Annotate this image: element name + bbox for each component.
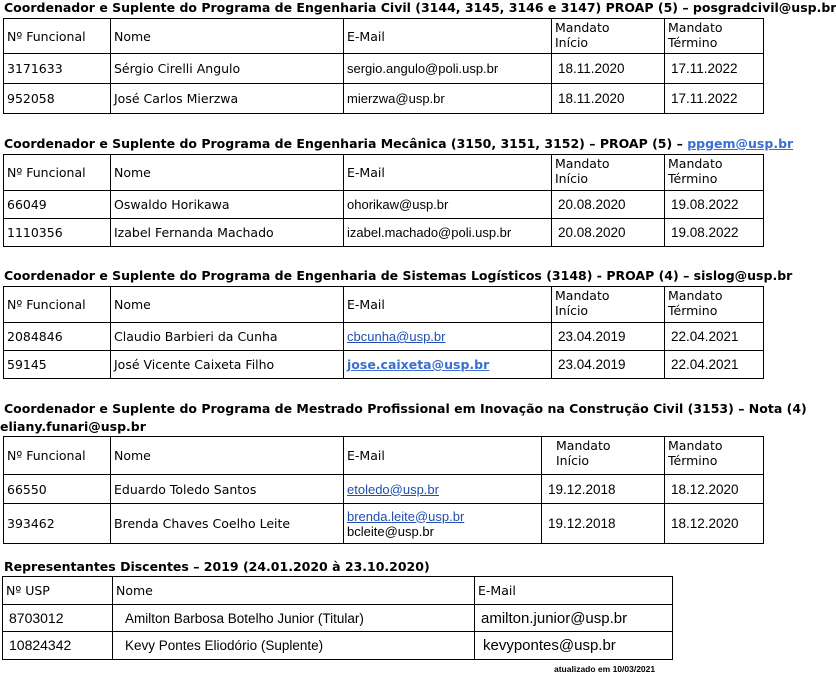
section-title-mecanica [4,136,793,151]
header-funcional: Nº Funcional [4,19,111,54]
cell-nome: Izabel Fernanda Machado [111,219,344,247]
table-inovacao [3,436,764,544]
table-row [4,351,764,379]
table-row [4,475,764,504]
table-discentes [2,576,673,660]
header-funcional: Nº Funcional [4,155,111,191]
email-link[interactable]: etoledo@usp.br [347,481,439,497]
section-title-inovacao [0,400,807,436]
table-row [4,323,764,351]
cell-id: 393462 [4,504,111,544]
cell-inicio: 19.12.2018 [542,475,665,504]
header-email: E-Mail [344,287,552,323]
cell-nome: José Vicente Caixeta Filho [111,351,344,379]
cell-termino: 18.12.2020 [665,475,764,504]
section-title-logisticos: Coordenador e Suplente do Programa de Engenharia de Sistemas Logísticos (3148) - PROAP (4) – sislog@usp.br [4,268,793,283]
cell-id: 3171633 [4,54,111,84]
cell-id: 8703012 [3,605,113,632]
cell-inicio: 19.12.2018 [542,504,665,544]
header-funcional: Nº Funcional [4,437,111,475]
cell-email: sergio.angulo@poli.usp.br [344,54,552,84]
header-nome: Nome [111,19,344,54]
table-header-row [4,437,764,475]
section-title-line2: eliany.funari@usp.br [0,419,146,434]
cell-termino: 19.08.2022 [665,219,764,247]
table-header-row [3,577,673,605]
header-mandato-inicio: Mandato Início [542,437,665,475]
cell-email: ohorikaw@usp.br [344,191,552,219]
ppgem-email-link[interactable]: ppgem@usp.br [687,136,794,151]
cell-email: kevypontes@usp.br [475,632,673,660]
table-row [4,219,764,247]
email-link[interactable]: brenda.leite@usp.br [347,508,465,524]
cell-inicio: 18.11.2020 [552,84,665,114]
cell-email: amilton.junior@usp.br [475,605,673,632]
cell-nome: Kevy Pontes Eliodório (Suplente) [113,632,475,660]
cell-email: mierzwa@usp.br [344,84,552,114]
header-nome: Nome [113,577,475,605]
cell-inicio: 23.04.2019 [552,323,665,351]
header-mandato-inicio: Mandato Início [552,287,665,323]
cell-id: 66049 [4,191,111,219]
table-header-row [4,155,764,191]
cell-email [344,504,542,544]
table-civil [3,18,764,114]
email-link[interactable]: cbcunha@usp.br [347,329,446,344]
cell-nome: Amilton Barbosa Botelho Junior (Titular) [113,605,475,632]
header-email: E-Mail [344,437,542,475]
table-row [4,504,764,544]
cell-inicio: 23.04.2019 [552,351,665,379]
header-email: E-Mail [475,577,673,605]
table-row [3,605,673,632]
table-row [4,54,764,84]
header-nome: Nome [111,155,344,191]
cell-nome: José Carlos Mierzwa [111,84,344,114]
section-title-text: Coordenador e Suplente do Programa de Engenharia Mecânica (3150, 3151, 3152) – PROAP (5) – [4,136,688,151]
cell-id: 59145 [4,351,111,379]
section-title-line1: Coordenador e Suplente do Programa de Mestrado Profissional em Inovação na Construção Civil (3153) – Nota (4) [4,401,807,416]
secondary-email: bcleite@usp.br [347,523,434,539]
cell-inicio: 20.08.2020 [552,219,665,247]
cell-nome: Claudio Barbieri da Cunha [111,323,344,351]
cell-id: 66550 [4,475,111,504]
header-email: E-Mail [344,155,552,191]
cell-email [344,323,552,351]
header-mandato-inicio: Mandato Início [552,19,665,54]
cell-nome: Oswaldo Horikawa [111,191,344,219]
table-header-row [4,287,764,323]
header-nusp: Nº USP [3,577,113,605]
cell-nome: Eduardo Toledo Santos [111,475,344,504]
header-mandato-termino: Mandato Término [665,19,764,54]
header-funcional: Nº Funcional [4,287,111,323]
cell-termino: 22.04.2021 [665,323,764,351]
table-logisticos [3,286,764,379]
cell-id: 1110356 [4,219,111,247]
cell-email: izabel.machado@poli.usp.br [344,219,552,247]
cell-nome: Sérgio Cirelli Angulo [111,54,344,84]
cell-termino: 22.04.2021 [665,351,764,379]
section-title-discentes: Representantes Discentes – 2019 (24.01.2020 à 23.10.2020) [4,559,430,574]
cell-inicio: 18.11.2020 [552,54,665,84]
header-mandato-termino: Mandato Término [665,155,764,191]
cell-id: 2084846 [4,323,111,351]
header-mandato-inicio: Mandato Início [552,155,665,191]
cell-id: 952058 [4,84,111,114]
cell-termino: 19.08.2022 [665,191,764,219]
section-title-civil: Coordenador e Suplente do Programa de Engenharia Civil (3144, 3145, 3146 e 3147) PROAP (5) – posgradcivil@usp.br [4,0,836,15]
cell-termino: 17.11.2022 [665,84,764,114]
header-nome: Nome [111,437,344,475]
updated-note: atualizado em 10/03/2021 [554,664,656,674]
cell-email [344,475,542,504]
table-mecanica [3,154,764,247]
table-row [4,191,764,219]
table-header-row [4,19,764,54]
table-row [3,632,673,660]
table-row [4,84,764,114]
cell-termino: 17.11.2022 [665,54,764,84]
cell-termino: 18.12.2020 [665,504,764,544]
email-link[interactable]: jose.caixeta@usp.br [347,357,490,372]
header-mandato-termino: Mandato Término [665,287,764,323]
cell-nome: Brenda Chaves Coelho Leite [111,504,344,544]
cell-email [344,351,552,379]
cell-inicio: 20.08.2020 [552,191,665,219]
header-mandato-termino: Mandato Término [665,437,764,475]
header-nome: Nome [111,287,344,323]
header-email: E-Mail [344,19,552,54]
cell-id: 10824342 [3,632,113,660]
